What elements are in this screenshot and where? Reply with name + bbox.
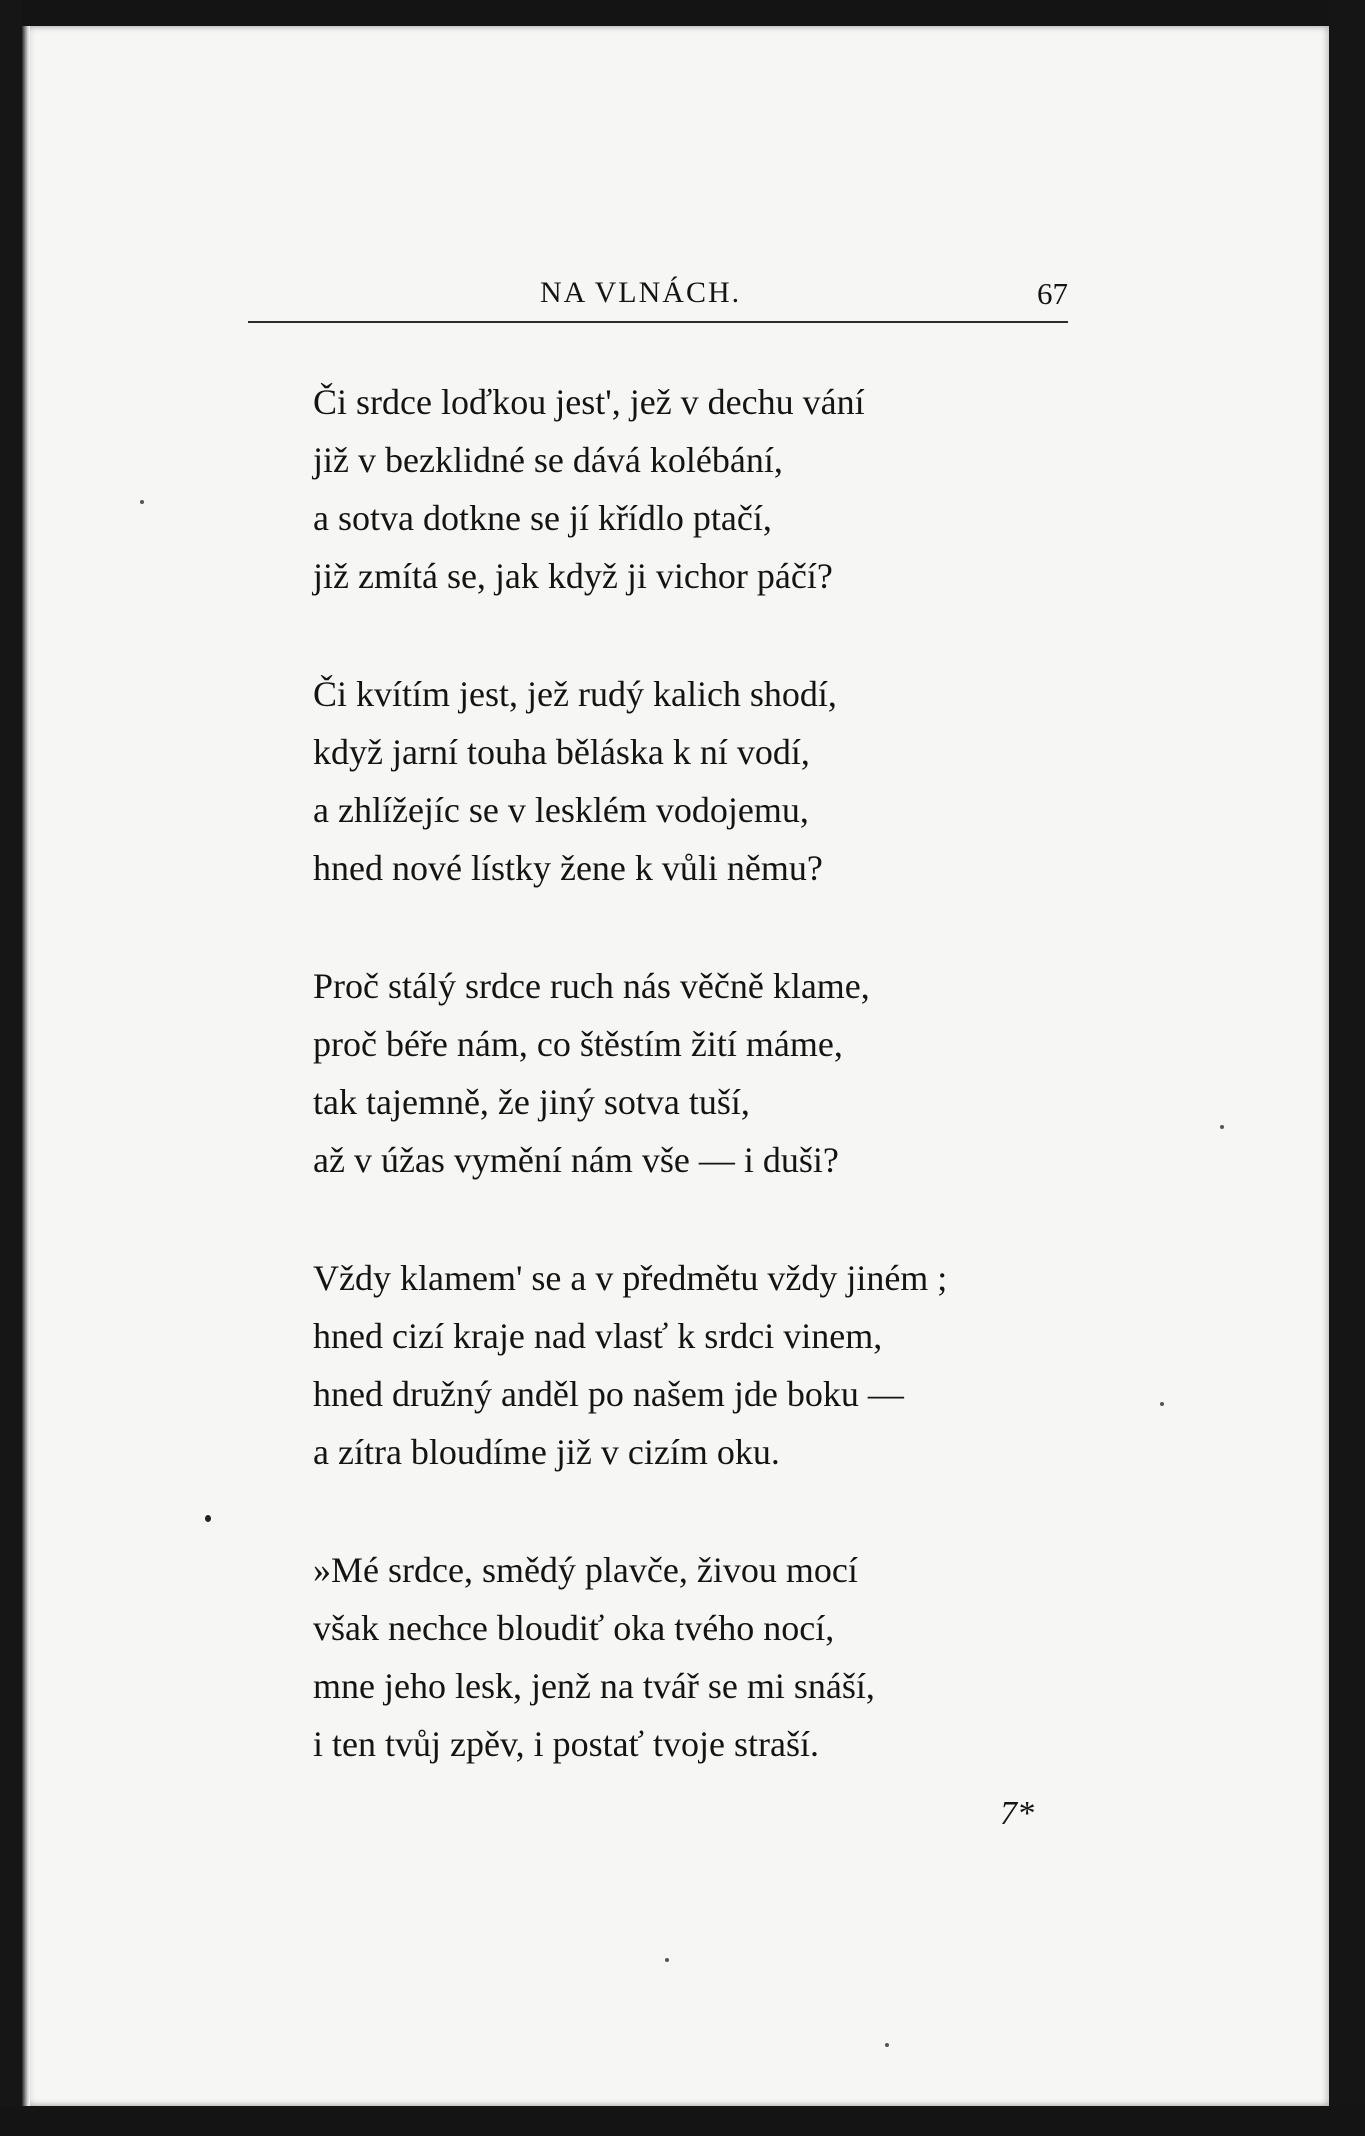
page-number: 67 xyxy=(1037,276,1068,311)
poem-line: a zítra bloudíme již v cizím oku. xyxy=(313,1432,780,1472)
poem-line: když jarní touha běláska k ní vodí, xyxy=(313,732,810,772)
poem-body xyxy=(313,373,1073,1833)
poem-line: Či srdce loďkou jest', jež v dechu vání xyxy=(313,382,865,422)
poem-line: Či kvítím jest, jež rudý kalich shodí, xyxy=(313,674,837,714)
paper-speck xyxy=(205,1515,211,1522)
signature-mark: 7* xyxy=(1000,1795,1034,1832)
poem-line: tak tajemně, že jiný sotva tuší, xyxy=(313,1082,750,1122)
poem-line: »Mé srdce, smědý plavče, živou mocí xyxy=(313,1550,858,1590)
stanza-3 xyxy=(313,957,1073,1189)
running-head xyxy=(250,272,1070,320)
stanza-4 xyxy=(313,1249,1073,1481)
poem-line: proč béře nám, co štěstím žití máme, xyxy=(313,1024,843,1064)
header-rule xyxy=(248,321,1068,323)
poem-line: již zmítá se, jak když ji vichor páčí? xyxy=(313,556,833,596)
poem-line: a zhlížejíc se v lesklém vodojemu, xyxy=(313,790,809,830)
poem-line: a sotva dotkne se jí křídlo ptačí, xyxy=(313,498,772,538)
poem-line: již v bezklidné se dává kolébání, xyxy=(313,440,783,480)
poem-line: však nechce bloudiť oka tvého nocí, xyxy=(313,1608,835,1648)
paper-speck xyxy=(1220,1125,1224,1129)
paper-speck xyxy=(885,2043,889,2047)
poem-line: hned nové lístky žene k vůli němu? xyxy=(313,848,823,888)
poem-line: až v úžas vymění nám vše — i duši? xyxy=(313,1140,839,1180)
scan-top-border xyxy=(0,0,1365,28)
scan-left-border xyxy=(0,0,22,2136)
poem-line: hned družný anděl po našem jde boku — xyxy=(313,1374,904,1414)
paper-speck xyxy=(140,500,144,504)
poem-line: mne jeho lesk, jenž na tvář se mi snáší, xyxy=(313,1666,875,1706)
scan-bottom-border xyxy=(0,2106,1365,2136)
stanza-5 xyxy=(313,1541,1073,1773)
running-title: NA VLNÁCH. xyxy=(540,276,742,309)
poem-line: hned cizí kraje nad vlasť k srdci vinem, xyxy=(313,1316,883,1356)
scan-right-border xyxy=(1329,0,1365,2136)
poem-line: Vždy klamem' se a v předmětu vždy jiném ; xyxy=(313,1258,948,1298)
stanza-2 xyxy=(313,665,1073,897)
paper-speck xyxy=(665,1958,669,1962)
poem-line: Proč stálý srdce ruch nás věčně klame, xyxy=(313,966,870,1006)
stanza-1 xyxy=(313,373,1073,605)
poem-line: i ten tvůj zpěv, i postať tvoje straší. xyxy=(313,1724,819,1764)
page-gutter-shadow xyxy=(22,26,30,2106)
paper-speck xyxy=(1160,1402,1164,1406)
